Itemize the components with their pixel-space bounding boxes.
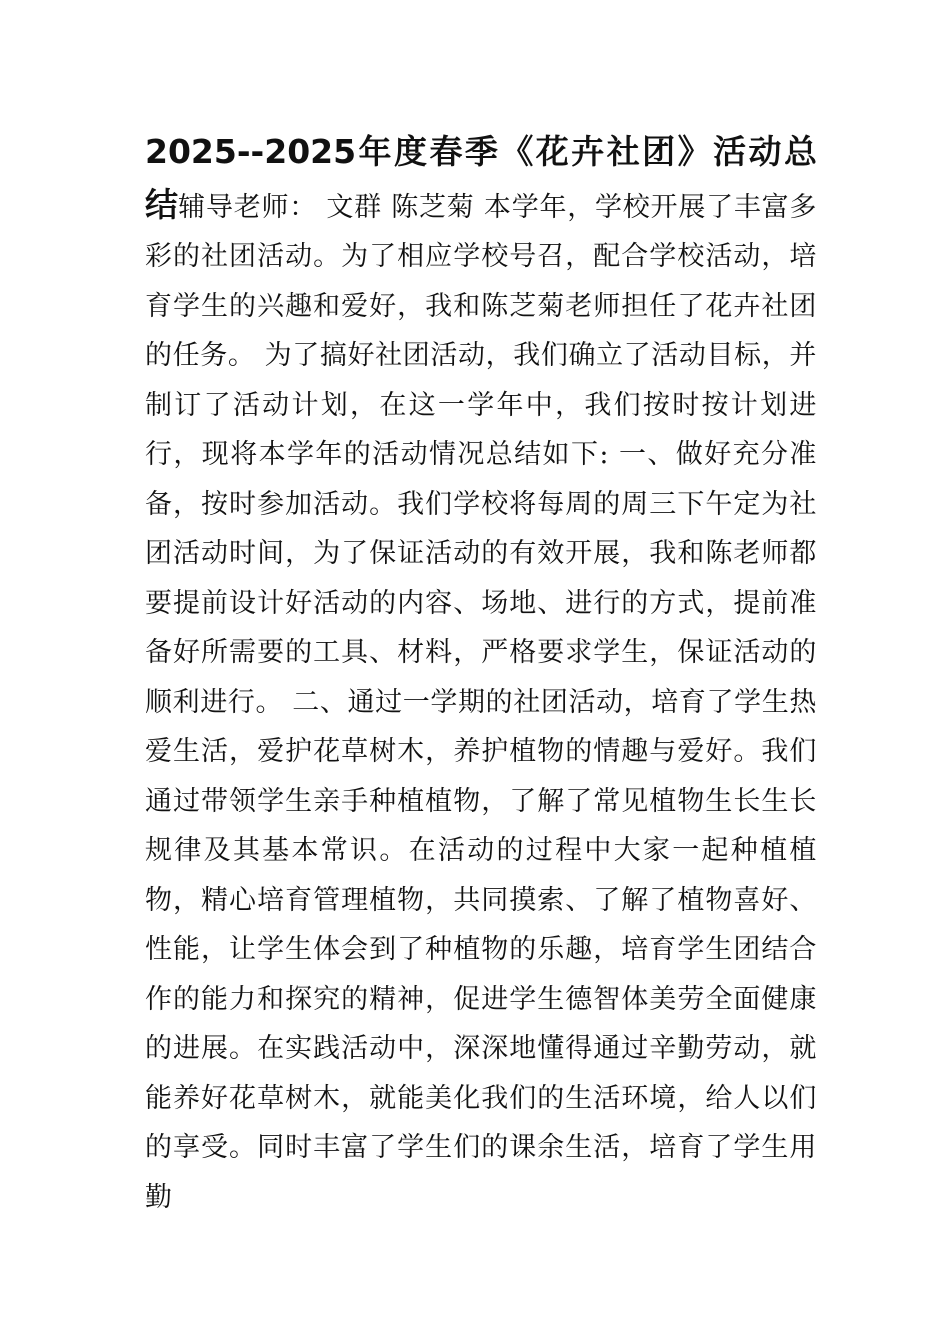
document-content xyxy=(145,127,817,1222)
document-body: 辅导老师： 文群 陈芝菊 本学年，学校开展了丰富多彩的社团活动。为了相应学校号召，配合学校活动，培育学生的兴趣和爱好，我和陈芝菊老师担任了花卉社团的任务。 为了搞好社团活动，我们确立了活动目标，并制订了活动计划，在这一学年中，我们按时按计划进行，现将本学年的活动情况总结如下: 一、做好充分准备，按时参加活动。我们学校将每周的周三下午定为社团活动时间，为了保证活动的有效开展，我和陈老师都要提前设计好活动的内容、场地、进行的方式，提前准备好所需要的工具、材料，严格要求学生，保证活动的顺利进行。 二、通过一学期的社团活动，培育了学生热爱生活，爱护花草树木，养护植物的情趣与爱好。我们通过带领学生亲手种植植物，了解了常见植物生长生长规律及其基本常识。在活动的过程中大家一起种植植物，精心培育管理植物，共同摸索、了解了植物喜好、性能，让学生体会到了种植物的乐趣，培育学生团结合作的能力和探究的精神，促进学生德智体美劳全面健康的进展。在实践活动中，深深地懂得通过辛勤劳动，就能养好花草树木，就能美化我们的生活环境，给人以们的享受。同时丰富了学生们的课余生活，培育了学生用勤 xyxy=(145,191,817,1213)
document-title: 2025--2025年度春季《花卉社团》活动总结 xyxy=(145,132,817,224)
